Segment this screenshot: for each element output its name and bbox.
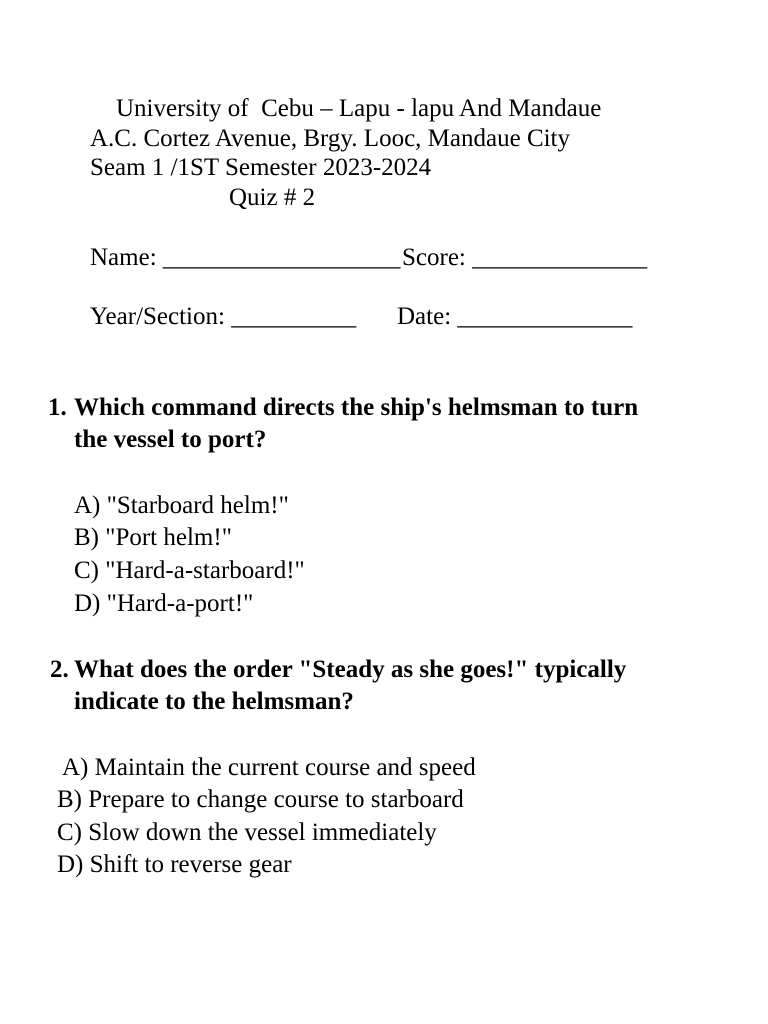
year-section-field[interactable]: Year/Section: __________ [90, 303, 357, 330]
q1-option-b[interactable]: B) "Port helm!" [74, 524, 232, 551]
q2-option-b[interactable]: B) Prepare to change course to starboard [57, 786, 464, 813]
q1-option-c[interactable]: C) "Hard-a-starboard!" [74, 557, 305, 584]
question-text-line: Which command directs the ship's helmsman to turn [74, 394, 639, 421]
university-name: University of Cebu – Lapu - lapu And Mandaue [116, 95, 602, 122]
semester: Seam 1 /1ST Semester 2023-2024 [90, 154, 432, 181]
address: A.C. Cortez Avenue, Brgy. Looc, Mandaue City [90, 125, 571, 152]
quiz-title: Quiz # 2 [229, 184, 316, 211]
score-field[interactable]: Score: ______________ [402, 244, 648, 271]
question-number: 1. [48, 394, 67, 421]
q1-option-a[interactable]: A) "Starboard helm!" [74, 492, 289, 519]
question-text-line: What does the order "Steady as she goes!" typically [74, 656, 627, 683]
date-field[interactable]: Date: ______________ [397, 303, 633, 330]
question-text-line: indicate to the helmsman? [74, 688, 354, 715]
q2-option-d[interactable]: D) Shift to reverse gear [57, 851, 292, 878]
name-field[interactable]: Name: ___________________ [90, 244, 401, 271]
question-text-line: the vessel to port? [74, 426, 267, 453]
q1-option-d[interactable]: D) "Hard-a-port!" [74, 590, 254, 617]
q2-option-c[interactable]: C) Slow down the vessel immediately [57, 819, 437, 846]
q2-option-a[interactable]: A) Maintain the current course and speed [62, 754, 476, 781]
question-number: 2. [50, 656, 69, 683]
